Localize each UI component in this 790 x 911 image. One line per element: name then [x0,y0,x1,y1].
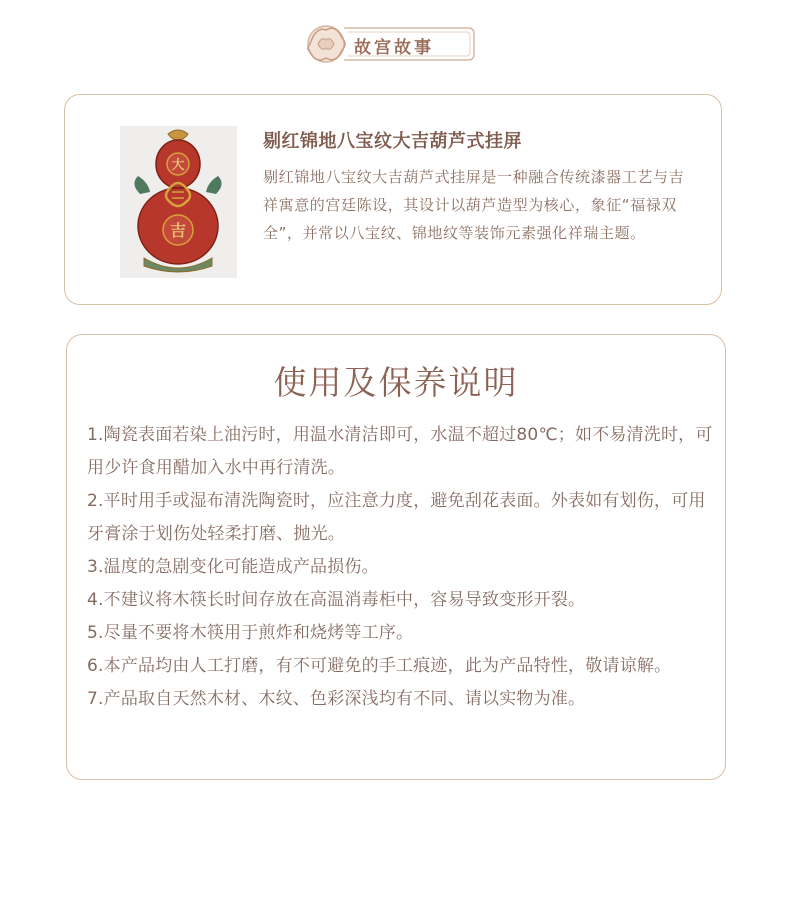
care-list [87,419,717,716]
care-item: 4.不建议将木筷长时间存放在高温消毒柜中，容易导致变形开裂。 [87,590,586,610]
care-item: 7.产品取自天然木材、木纹、色彩深浅均有不同、请以实物为准。 [87,689,586,709]
care-item: 1.陶瓷表面若染上油污时，用温水清洁即可，水温不超过80℃；如不易清洗时，可用少许食用醋加入水中再行清洗。 [87,425,713,478]
product-title: 剔红锦地八宝纹大吉葫芦式挂屏 [263,131,522,152]
product-description: 剔红锦地八宝纹大吉葫芦式挂屏是一种融合传统漆器工艺与吉祥寓意的宫廷陈设，其设计以葫芦造型为核心，象征“福禄双全”，并常以八宝纹、锦地纹等装饰元素强化祥瑞主题。 [263,168,685,242]
glyph-bottom: 吉 [169,221,187,240]
section-title: 故宫故事 [354,38,434,58]
care-item: 5.尽量不要将木筷用于煎炸和烧烤等工序。 [87,623,414,643]
care-title: 使用及保养说明 [273,363,519,402]
section-badge [296,18,482,70]
glyph-top: 大 [171,158,185,173]
care-item: 3.温度的急剧变化可能造成产品损伤。 [87,557,379,577]
care-item: 2.平时用手或湿布清洗陶瓷时，应注意力度，避免刮花表面。外表如有划伤，可用牙膏涂于划伤处轻柔打磨、抛光。 [87,491,706,544]
care-item: 6.本产品均由人工打磨，有不可避免的手工痕迹，此为产品特性，敬请谅解。 [87,656,672,676]
product-image [120,126,237,278]
product-card [64,94,722,305]
care-card [66,334,726,780]
